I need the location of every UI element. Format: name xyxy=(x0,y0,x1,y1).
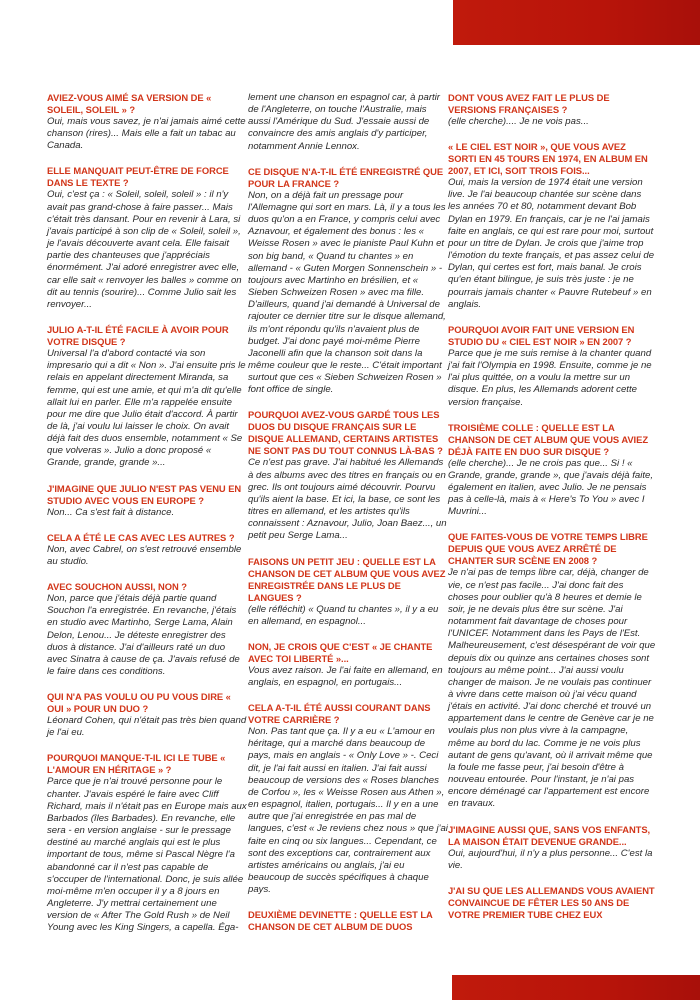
qa-block xyxy=(47,324,247,470)
interview-question: CELA A ÉTÉ LE CAS AVEC LES AUTRES ? xyxy=(47,531,235,543)
interview-question: FAISONS UN PETIT JEU : QUELLE EST LA CHANSON DE CET ALBUM QUE VOUS AVEZ ENREGISTRÉE DANS LE PLUS DE LANGUES ? xyxy=(248,555,446,603)
interview-question: J'IMAGINE AUSSI QUE, SANS VOS ENFANTS, LA MAISON ÉTAIT DEVENUE GRANDE... xyxy=(448,823,651,847)
qa-block xyxy=(448,141,656,311)
interview-answer: (elle réfléchit) « Quand tu chantes », il y a eu en allemand, en espagnol... xyxy=(248,603,439,627)
interview-question: POURQUOI AVOIR FAIT UNE VERSION EN STUDIO DU « CIEL EST NOIR » EN 2007 ? xyxy=(448,323,635,347)
qa-block xyxy=(248,556,448,628)
interview-answer: Oui, c'est ça : « Soleil, soleil, soleil » : il n'y avait pas grand-chose à faire passer... Mais c'était très dansant. Pour en revenir à Lara, si j'avais participé à son clip de « Soleil, soleil », je l'avais découverte avant cela. Elle faisait partie des chanteuses que j'appréciais énormément. J'ai adoré enregistrer avec elle, car elle sait « renvoyer les balles » comme on dit au tennis (sourire)... Comme Julio sait les renvoyer... xyxy=(47,189,242,310)
interview-answer: Oui, aujourd'hui, il n'y a plus personne... C'est la vie. xyxy=(448,847,653,871)
qa-block xyxy=(248,909,448,933)
qa-block xyxy=(47,165,247,311)
interview-question: « LE CIEL EST NOIR », QUE VOUS AVEZ SORTI EN 45 TOURS EN 1974, EN ALBUM EN 2007, ET ICI, SOIT TROIS FOIS... xyxy=(448,141,648,177)
qa-block xyxy=(448,92,656,128)
interview-answer: Je n'ai pas de temps libre car, déjà, changer de vie, ce n'est pas facile... J'ai donc fait des choses pour oublier qu'à 8 heures et demie le soir, je ne devais plus être sur scène. J'ai notamment fait davantage de choses pour l'UNICEF. Notamment dans les Pays de l'Est. Malheureusement, c'est désespérant de voir que depuis dix ou quinze ans certaines choses sont toujours au même point... J'ai aussi voulu changer de maison. Je ne voulais pas continuer à vivre dans cette maison où j'ai vécu quand j'étais en activité. J'ai donc cherché et trouvé un appartement dans le centre de Genève car je ne voulais plus non plus vivre à la campagne, même au bord du lac. Comme je ne vois plus autant de gens qu'avant, où il arrivait même que la foule me fasse peur, j'ai besoin d'être à nouveau entourée. Pour l'instant, je n'ai pas encore déménagé car l'appartement est encore en travaux. xyxy=(448,567,656,810)
red-header-block xyxy=(453,0,700,45)
qa-block xyxy=(248,641,448,689)
qa-block xyxy=(448,531,656,810)
interview-question: QUE FAITES-VOUS DE VOTRE TEMPS LIBRE DEPUIS QUE VOUS AVEZ ARRÊTÉ DE CHANTER SUR SCÈNE EN 2008 ? xyxy=(448,531,648,567)
interview-answer: Oui, mais vous savez, je n'ai jamais aimé cette chanson (rires)... Mais elle a fait un tabac au Canada. xyxy=(47,116,246,152)
qa-block xyxy=(47,752,247,934)
qa-block xyxy=(448,885,656,921)
qa-block xyxy=(248,702,448,896)
interview-question: POURQUOI AVEZ-VOUS GARDÉ TOUS LES DUOS DU DISQUE FRANÇAIS SUR LE DISQUE ALLEMAND, CERTAINS ARTISTES NE SONT PAS DU TOUT CONNUS LÀ-BAS ? xyxy=(248,409,443,457)
interview-question: JULIO A-T-IL ÉTÉ FACILE À AVOIR POUR VOTRE DISQUE ? xyxy=(47,324,229,348)
qa-block xyxy=(47,581,247,678)
interview-question: ELLE MANQUAIT PEUT-ÊTRE DE FORCE DANS LE TEXTE ? xyxy=(47,165,229,189)
interview-answer: Vous avez raison. Je l'ai faite en allemand, en anglais, en espagnol, en portugais... xyxy=(248,664,443,688)
article-column-3 xyxy=(448,92,656,934)
interview-answer: Universal l'a d'abord contacté via son impresario qui a dit « Non ». J'ai ensuite pris le relais en appelant directement Miranda, sa femme, qui est une amie, et qui m'a dit qu'elle allait lui en parler. Elle m'a rappelée ensuite pour me dire que Julio était d'accord. À partir de là, j'ai voulu lui laisser le choix. On avait déjà fait des duos ensemble, notamment « Se que volveras ». Julio a donc proposé « Grande, grande, grande »... xyxy=(47,348,246,469)
interview-question: DEUXIÈME DEVINETTE : QUELLE EST LA CHANSON DE CET ALBUM DE DUOS xyxy=(248,909,433,933)
interview-question: J'AI SU QUE LES ALLEMANDS VOUS AVAIENT CONVAINCUE DE FÊTER LES 50 ANS DE VOTRE PREMIER TUBE CHEZ EUX xyxy=(448,884,655,920)
interview-answer: Parce que je me suis remise à la chanter quand j'ai fait l'Olympia en 1998. Ensuite, comme je ne l'ai plus quittée, on a voulu la mettre sur un disque. En plus, les Allemands adorent cette version française. xyxy=(448,347,652,408)
interview-answer: (elle cherche)... Je ne crois pas que... Si ! « Grande, grande, grande », que j'avais déjà faite, également en italien, avec Julio. Je ne pensais pas à celle-là, mais à « Here's To You » avec I Muvrini... xyxy=(448,457,654,518)
qa-block xyxy=(448,324,656,409)
interview-question: QUI N'A PAS VOULU OU PU VOUS DIRE « OUI » POUR UN DUO ? xyxy=(47,691,231,715)
article-column-1 xyxy=(47,92,247,948)
interview-question: AVIEZ-VOUS AIMÉ SA VERSION DE « SOLEIL, SOLEIL » ? xyxy=(47,92,212,115)
qa-block xyxy=(448,422,656,519)
interview-question: AVEC SOUCHON AUSSI, NON ? xyxy=(47,581,187,593)
qa-block xyxy=(47,691,247,739)
answer-continuation: lement une chanson en espagnol car, à partir de l'Angleterre, on touche l'Australie, mais aussi l'Amérique du Sud. J'essaie aussi de convaincre des amis anglais d'y participer, notamment Annie Lennox. xyxy=(248,92,441,152)
interview-answer: Léonard Cohen, qui n'était pas très bien quand je l'ai eu. xyxy=(47,715,247,739)
interview-question: CELA A-T-IL ÉTÉ AUSSI COURANT DANS VOTRE CARRIÈRE ? xyxy=(248,702,431,726)
interview-answer: Non, avec Cabrel, on s'est retrouvé ensemble au studio. xyxy=(47,543,242,567)
interview-question: NON, JE CROIS QUE C'EST « JE CHANTE AVEC TOI LIBERTÉ »... xyxy=(248,640,433,664)
interview-answer: (elle cherche).... Je ne vois pas... xyxy=(448,116,589,127)
qa-block xyxy=(448,824,656,872)
interview-question: DONT VOUS AVEZ FAIT LE PLUS DE VERSIONS FRANÇAISES ? xyxy=(448,92,610,115)
interview-answer: Parce que je n'ai trouvé personne pour le chanter. J'avais espéré le faire avec Cliff Richard, mais il n'était pas en Europe mais aux Barbados (îles Barbades). En revanche, elle sera - en version anglaise - sur le pressage destiné au marché anglais qui est le plus important de tous, même si Pascal Nègre l'a abandonné car il n'est pas capable de s'occuper de l'international. Donc, je suis allée moi-même m'en occuper il y a 8 jours en Angleterre. J'y mettrai certainement une version de « After The Gold Rush » de Neil Young avec les King Singers, a capella. Éga- xyxy=(47,776,247,934)
qa-block xyxy=(47,483,247,519)
qa-block xyxy=(47,532,247,568)
interview-answer: Non, parce que j'étais déjà partie quand Souchon l'a enregistrée. En revanche, j'étais en studio avec Martinho, Serge Lama, Alain Delon, Lenou... Je déteste enregistrer des duos à distance. J'ai d'ailleurs raté un duo avec Sinatra à cause de ça. J'avais refusé de le faire dans ces conditions. xyxy=(47,593,240,677)
interview-answer: Non. Pas tant que ça. Il y a eu « L'amour en héritage, qui a marché dans beaucoup de pays, mais en anglais - « Only Love » -. Ceci dit, je l'ai fait aussi en italien. J'ai fait aussi beaucoup de versions des « Roses blanches de Corfou », les « Weisse Rosen aus Athen », en espagnol, italien, portugais... Il y en a une autre que j'ai enregistrée en pas mal de langues, c'est « Je reviens chez nous » que j'ai faite en cinq ou six langues... Cependant, ce sont des exceptions car, contrairement aux artistes américains ou anglais, j'ai eu beaucoup de succès spécifiques à chaque pays. xyxy=(248,726,448,896)
red-footer-block xyxy=(452,975,700,1000)
qa-block xyxy=(47,92,247,152)
interview-answer: Non... Ca s'est fait à distance. xyxy=(47,506,175,518)
interview-answer: Oui, mais la version de 1974 était une version live. Je l'ai beaucoup chantée sur scène dans les années 70 et 80, notamment devant Bob Dylan en 1979. En français, car je ne l'ai jamais faite en anglais, ce qui est rare pour moi, surtout pour un titre de Dylan. Je crois que j'aime trop l'émotion du texte français, et pas assez celui de Dylan, qui certes est fort, mais banal. Je crois qu'en étant bilingue, je suis très juste : je ne pourrais jamais chanter « Pauvre Rutebeuf » en anglais. xyxy=(448,177,655,310)
interview-answer: Non, on a déjà fait un pressage pour l'Allemagne qui sort en mars. Là, il y a tous les duos qu'on a en France, y compris celui avec Aznavour, et également des bonus : les « Weisse Rosen » avec le pianiste Paul Kuhn et son big band, « Quand tu chantes » en allemand - « Guten Morgen Sonnenschein » - toujours avec Martinho en brésilien, et « Sieben Schweizen Rosen » avec ma fille. D'ailleurs, quand j'ai demandé à Universal de rajouter ce dernier titre sur le disque allemand, ils m'ont répondu qu'ils n'avaient plus de budget. J'ai donc payé moi-même Pierre Jaconelli afin que la chanson soit dans la même couleur que le reste... C'était important surtout que ces « Sieben Schweizen Rosen » font office de single. xyxy=(248,189,446,396)
interview-question: POURQUOI MANQUE-T-IL ICI LE TUBE « L'AMOUR EN HÉRITAGE » ? xyxy=(47,752,226,776)
interview-question: J'IMAGINE QUE JULIO N'EST PAS VENU EN STUDIO AVEC VOUS EN EUROPE ? xyxy=(47,482,242,506)
qa-block xyxy=(248,166,448,397)
interview-answer: Ce n'est pas grave. J'ai habitué les Allemands à des albums avec des titres en français ou en grec. Ils ont toujours aimé découvrir. Pourvu qu'ils aient la base. Et ici, la base, ce sont les titres en allemand, et les artistes qu'ils connaissent : Aznavour, Julio, Joan Baez..., un petit peu Serge Lama... xyxy=(248,457,447,542)
article-column-2 xyxy=(248,92,448,946)
interview-question: TROISIÈME COLLE : QUELLE EST LA CHANSON DE CET ALBUM QUE VOUS AVIEZ DÉJÀ FAITE EN DUO SUR DISQUE ? xyxy=(448,421,648,457)
qa-block xyxy=(248,409,448,542)
interview-question: CE DISQUE N'A-T-IL ÉTÉ ENREGISTRÉ QUE POUR LA FRANCE ? xyxy=(248,165,444,189)
